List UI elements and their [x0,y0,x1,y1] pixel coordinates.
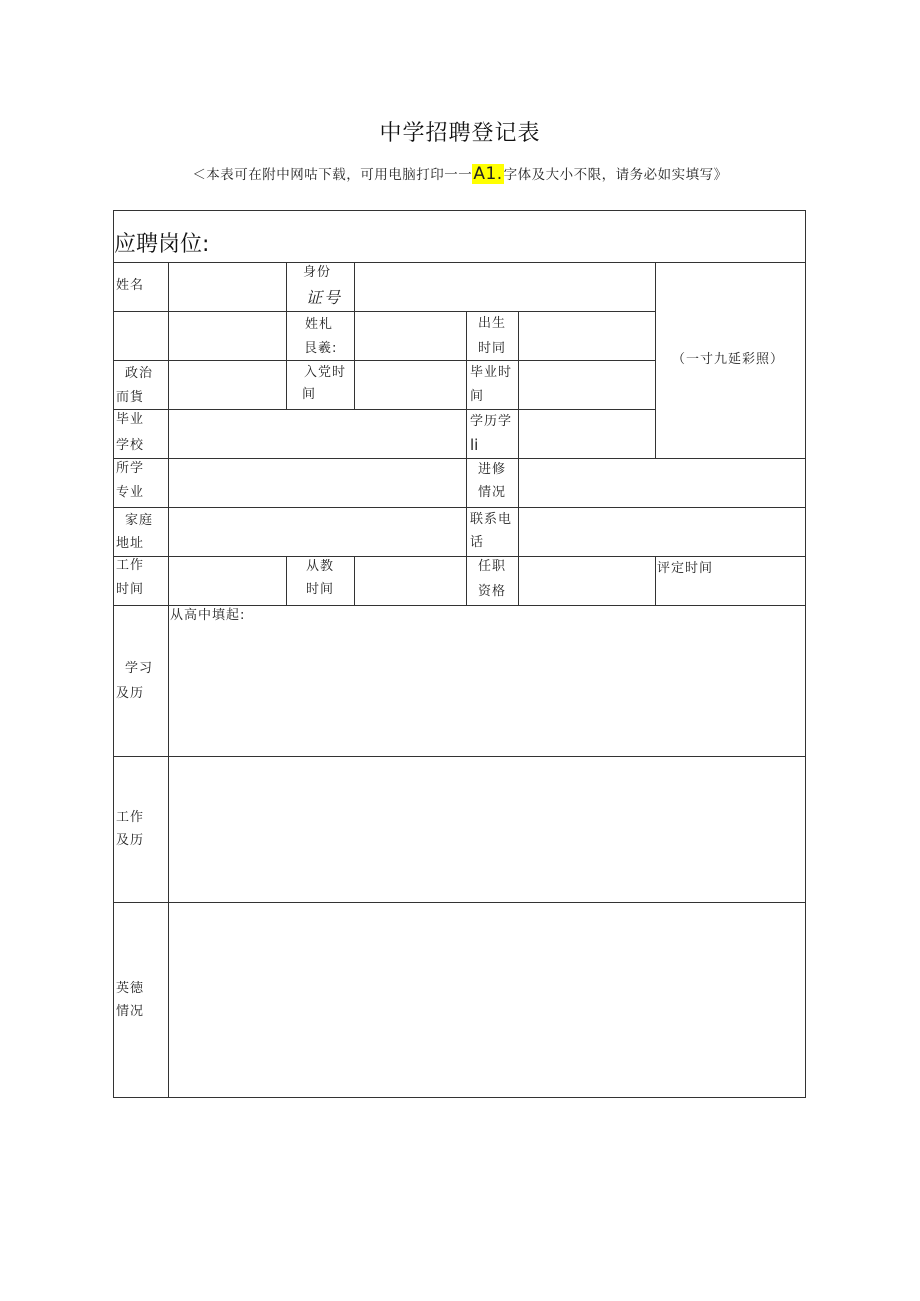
address-label-line2: 地址 [116,536,145,551]
page-title: 中学招聘登记表 [379,121,541,146]
political-label-line1: 政治 [125,366,154,381]
row2-label-cell [113,311,169,361]
address-label-line1: 家庭 [125,513,154,528]
training-label-line1: 进修 [478,462,507,477]
study-history-hint: 从高中填起: [170,608,246,623]
phone-label-line2: 话 [470,535,485,550]
subtitle-highlight: A1. [473,164,503,184]
degree-label-line1: 学历学 [470,414,513,429]
subtitle-note [0,163,920,184]
ethnicity-value-cell[interactable] [354,311,467,361]
ethnicity-label-line2: 艮羲: [304,341,338,356]
position-label: 应聘岗位: [114,232,210,257]
birth-label-line2: 时同 [478,341,507,356]
ethnicity-label-line1: 姓札 [305,317,334,332]
teachtime-value-cell[interactable] [354,556,467,606]
gradtime-label-line1: 毕业时 [470,365,513,380]
subtitle-after: 字体及大小不限，请务必如实填写》 [503,167,728,183]
study-history-label-cell [113,605,169,757]
name-label: 姓名 [116,278,145,293]
address-value-cell[interactable] [168,507,467,557]
school-label-line1: 毕业 [116,412,145,427]
id-label-line2: 证号 [306,288,343,307]
major-label-line2: 专业 [116,485,145,500]
work-history-label-line2: 及历 [116,833,145,848]
worktime-value-cell[interactable] [168,556,287,606]
study-history-label-line1: 学习 [125,661,154,676]
school-value-cell[interactable] [168,409,467,459]
worktime-label-line2: 时间 [116,582,145,597]
school-label-line2: 学校 [116,438,145,453]
awards-label-line1: 英徳 [116,981,145,996]
study-history-value-cell[interactable] [168,605,806,757]
degree-value-cell[interactable] [518,409,656,459]
gradtime-label-line2: 间 [470,389,485,404]
phone-label-line1: 联系电 [470,512,513,527]
party-value-cell[interactable] [354,360,467,410]
work-history-value-cell[interactable] [168,756,806,903]
training-value-cell[interactable] [518,458,806,508]
row2-value-cell[interactable] [168,311,287,361]
id-value-cell[interactable] [354,262,656,312]
major-label-line1: 所学 [116,461,145,476]
phone-value-cell[interactable] [518,507,806,557]
training-label-line2: 情况 [478,485,507,500]
work-history-label-line1: 工作 [116,810,145,825]
gradtime-value-cell[interactable] [518,360,656,410]
teachtime-label-line2: 时间 [306,582,335,597]
birth-label-line1: 出生 [478,316,507,331]
party-label-line2: 间 [302,387,317,402]
qualification-label-line1: 任职 [478,559,507,574]
political-value-cell[interactable] [168,360,287,410]
political-label-line2: 而貨 [116,390,145,405]
subtitle-before: ＜本表可在附中网咕下载，可用电脑打印一一 [192,167,473,183]
qualification-value-cell[interactable] [518,556,656,606]
awards-value-cell[interactable] [168,902,806,1098]
qualification-label-line2: 资格 [478,584,507,599]
birth-value-cell[interactable] [518,311,656,361]
degree-label-line2: li [470,436,479,454]
evaluation-label: 评定时间 [657,561,714,576]
name-value-cell[interactable] [168,262,287,312]
position-row [113,210,806,263]
party-label-line1: 入党时 [304,365,347,380]
major-value-cell[interactable] [168,458,467,508]
teachtime-label-line1: 从教 [306,559,335,574]
study-history-label-line2: 及历 [116,686,145,701]
id-label-line1: 身份 [303,265,332,280]
worktime-label-line1: 工作 [116,558,145,573]
photo-note: （一寸九延彩照） [672,352,785,367]
awards-label-line2: 情况 [116,1004,145,1019]
